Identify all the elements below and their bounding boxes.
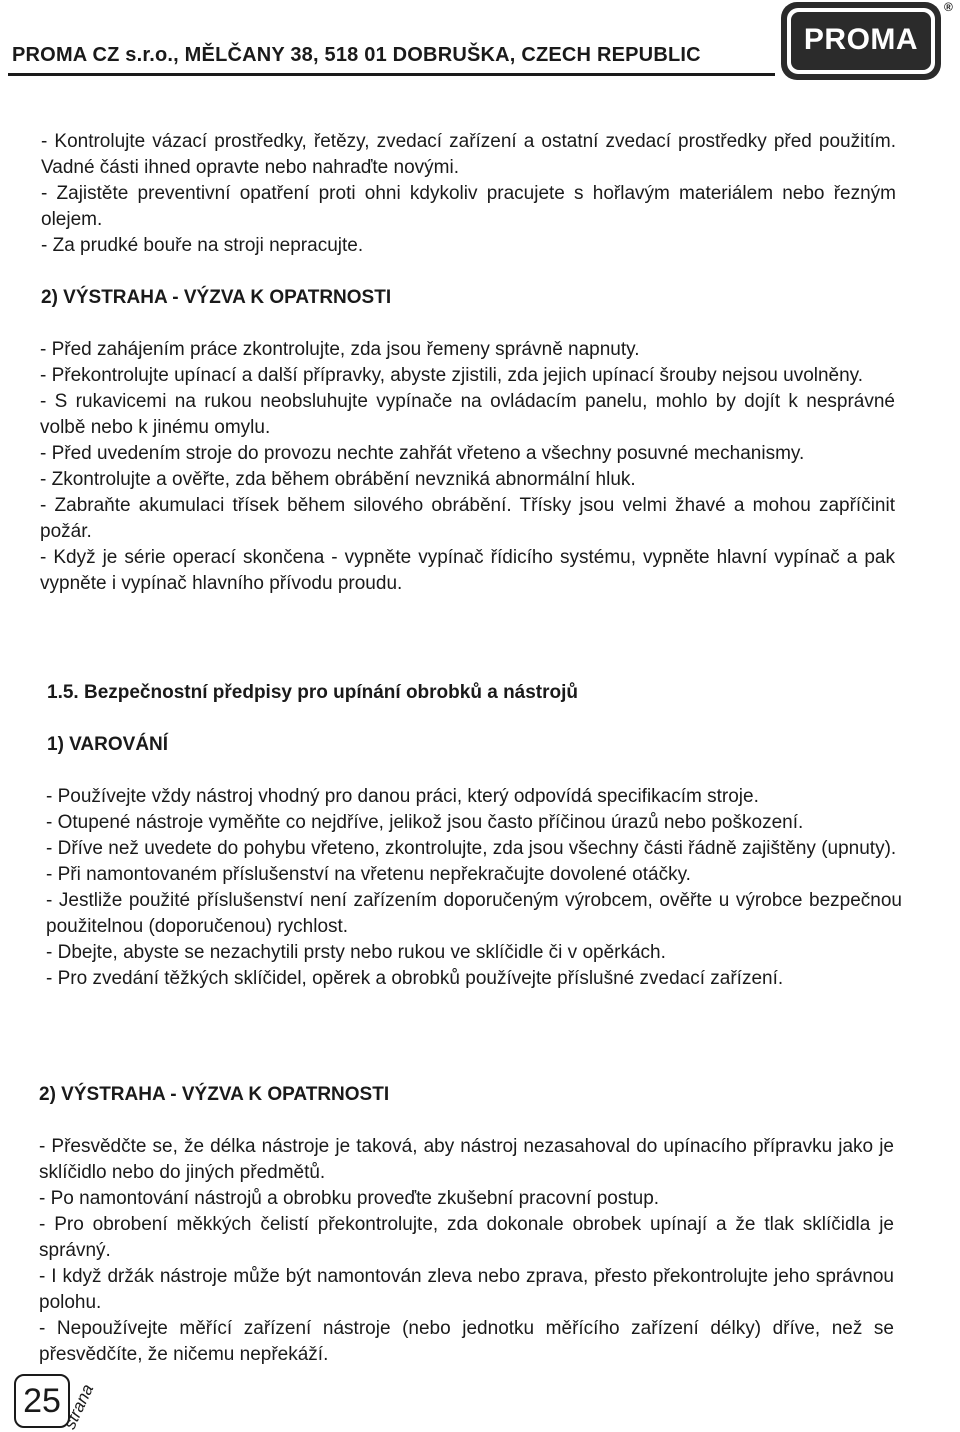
logo-text: PROMA [791, 12, 931, 70]
list-item: - Dříve než uvedete do pohybu vřeteno, zkontrolujte, zda jsou všechny části řádně zajištěny (upnuty). [46, 838, 897, 859]
proma-logo [781, 2, 941, 80]
list-item: - Pro obrobení měkkých čelistí překontrolujte, zda dokonale obrobek upínají a že tlak sklíčidla je správný. [39, 1214, 894, 1261]
list-item: - Používejte vždy nástroj vhodný pro danou práci, který odpovídá specifikacím stroje. [46, 786, 759, 807]
list-item: - Zkontrolujte a ověřte, zda během obrábění nevzniká abnormální hluk. [40, 469, 636, 490]
list-item: - Před uvedením stroje do provozu nechte zahřát vřeteno a všechny posuvné mechanismy. [40, 443, 805, 464]
list-item: - Nepoužívejte měřící zařízení nástroje (nebo jednotku měřícího zařízení délky) dříve, než se přesvědčíte, že ničemu nepřekáží. [39, 1318, 894, 1365]
page-number: 25 [14, 1374, 70, 1428]
section-heading: 1) VAROVÁNÍ [47, 734, 169, 755]
list-item: - S rukavicemi na rukou neobsluhujte vypínače na ovládacím panelu, mohlo by dojít k nesprávné volbě nebo k jinému omylu. [40, 391, 895, 438]
list-item: - Jestliže použité příslušenství není zařízením doporučeným výrobcem, ověřte u výrobce bezpečnou použitelnou (doporučenou) rychlost. [46, 890, 902, 937]
list-item: - Překontrolujte upínací a další přípravky, abyste zjistili, zda jejich upínací šrouby nejsou uvolněny. [40, 365, 864, 386]
list-item: - Při namontovaném příslušenství na vřetenu nepřekračujte dovolené otáčky. [46, 864, 691, 885]
list-item: - Pro zvedání těžkých sklíčidel, opěrek a obrobků používejte příslušné zvedací zařízení. [46, 968, 784, 989]
list-item: - Dbejte, abyste se nezachytili prsty nebo rukou ve sklíčidle či v opěrkách. [46, 942, 666, 963]
intro-list [41, 129, 896, 259]
list-item: - Když je série operací skončena - vypněte vypínač řídicího systému, vypněte hlavní vypínač a pak vypněte i vypínač hlavního přívodu proudu. [40, 547, 895, 594]
list-item: - Za prudké bouře na stroji nepracujte. [41, 235, 364, 256]
header-rule [8, 73, 775, 76]
warning-list [46, 784, 902, 992]
section-heading: 2) VÝSTRAHA - VÝZVA K OPATRNOSTI [41, 287, 392, 308]
caution-list [39, 1134, 894, 1368]
caution-list [40, 337, 895, 597]
page-word: strana [60, 1381, 98, 1432]
list-item: - Přesvědčte se, že délka nástroje je taková, aby nástroj nezasahoval do upínacího přípravku jako je sklíčidlo nebo do jiných předmětů. [39, 1136, 894, 1183]
list-item: - Po namontování nástrojů a obrobku proveďte zkušební pracovní postup. [39, 1188, 660, 1209]
list-item: - Kontrolujte vázací prostředky, řetězy, zvedací zařízení a ostatní zvedací prostředky před použitím. Vadné části ihned opravte nebo nahraďte novými. [41, 131, 896, 178]
chapter-heading: 1.5. Bezpečnostní předpisy pro upínání obrobků a nástrojů [47, 682, 579, 703]
list-item: - Otupené nástroje vyměňte co nejdříve, jelikož jsou často příčinou úrazů nebo poškození. [46, 812, 804, 833]
list-item: - Před zahájením práce zkontrolujte, zda jsou řemeny správně napnuty. [40, 339, 640, 360]
list-item: - I když držák nástroje může být namontován zleva nebo zprava, přesto překontrolujte jeho správnou polohu. [39, 1266, 894, 1313]
list-item: - Zajistěte preventivní opatření proti ohni kdykoliv pracujete s hořlavým materiálem nebo řezným olejem. [41, 183, 896, 230]
company-address: PROMA CZ s.r.o., MĚLČANY 38, 518 01 DOBRUŠKA, CZECH REPUBLIC [12, 44, 701, 66]
page-header [0, 0, 960, 90]
section-heading: 2) VÝSTRAHA - VÝZVA K OPATRNOSTI [39, 1084, 390, 1105]
registered-mark: ® [944, 0, 953, 14]
list-item: - Zabraňte akumulaci třísek během silového obrábění. Třísky jsou velmi žhavé a mohou zapříčinit požár. [40, 495, 895, 542]
